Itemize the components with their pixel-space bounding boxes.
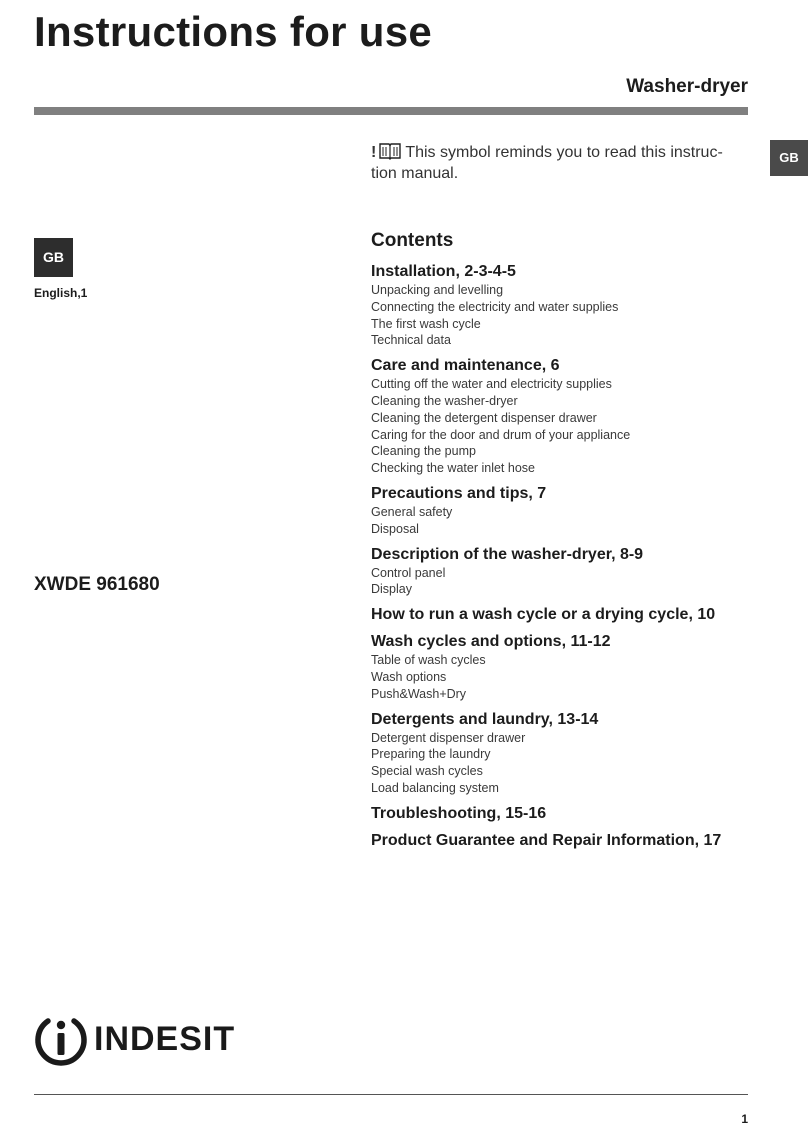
section-title: How to run a wash cycle or a drying cycle, 10 [371,606,716,624]
section-title: Installation, 2-3-4-5 [371,263,516,280]
section-item: Unpacking and levelling [371,283,504,297]
section-item: Preparing the laundry [371,747,491,762]
section-title: Care and maintenance, 6 [371,357,560,375]
section-item: Caring for the door and drum of your appliance [371,427,631,442]
section-items [371,376,761,477]
section-item: Cleaning the detergent dispenser drawer [371,410,597,425]
note-exclamation: ! [371,144,377,161]
side-language-tab: GB [770,140,808,176]
section-items [371,730,761,797]
note-text: This symbol reminds you to read this instruc-tion manual. [371,144,723,182]
section-item: Cutting off the water and electricity supplies [371,377,612,392]
section-item: Checking the water inlet hose [371,461,535,476]
section-item: Display [371,582,412,597]
section-title: Troubleshooting, 15-16 [371,804,547,822]
footer-rule [34,1094,748,1095]
indesit-logo [34,1012,235,1066]
section-item: Special wash cycles [371,764,483,779]
section-item: Cleaning the washer-dryer [371,393,518,408]
contents-section [371,356,761,477]
section-item: Technical data [371,333,451,348]
language-label: English,1 [34,286,88,300]
contents-section [371,605,761,625]
section-title: Precautions and tips, 7 [371,484,547,502]
section-item: Detergent dispenser drawer [371,730,526,745]
model-number: XWDE 961680 [34,574,160,595]
section-title: Description of the washer-dryer, 8-9 [371,545,644,563]
logo-wordmark: INDESIT [94,1020,236,1058]
section-title: Product Guarantee and Repair Information, 17 [371,831,722,849]
contents-section [371,545,761,599]
language-badge: GB [34,238,73,277]
section-items [371,652,761,702]
section-item: The first wash cycle [371,316,481,331]
section-items [371,504,761,538]
document-subtitle: Washer-dryer [626,76,748,97]
section-title: Detergents and laundry, 13-14 [371,710,599,728]
section-item: Load balancing system [371,780,499,795]
contents-section [371,484,761,538]
book-icon [379,142,401,165]
section-item: Disposal [371,521,419,536]
read-manual-note [371,142,741,183]
document-title: Instructions for use [34,8,433,55]
section-item: Push&Wash+Dry [371,686,467,701]
section-title: Wash cycles and options, 11-12 [371,633,611,651]
section-items [371,565,761,599]
contents-section [371,262,761,349]
table-of-contents [371,229,761,858]
section-item: Wash options [371,669,447,684]
contents-section [371,831,761,851]
section-item: Cleaning the pump [371,444,476,459]
contents-section [371,632,761,702]
contents-heading: Contents [371,230,454,251]
section-item: Connecting the electricity and water supplies [371,299,619,314]
contents-section [371,710,761,797]
section-item: Table of wash cycles [371,653,486,668]
page-number: 1 [741,1112,748,1126]
contents-section [371,804,761,824]
indesit-logo-icon [34,1012,88,1066]
contents-sections [371,262,761,851]
header-rule [34,107,748,115]
section-item: Control panel [371,565,446,580]
section-item: General safety [371,504,453,519]
section-items [371,282,761,349]
